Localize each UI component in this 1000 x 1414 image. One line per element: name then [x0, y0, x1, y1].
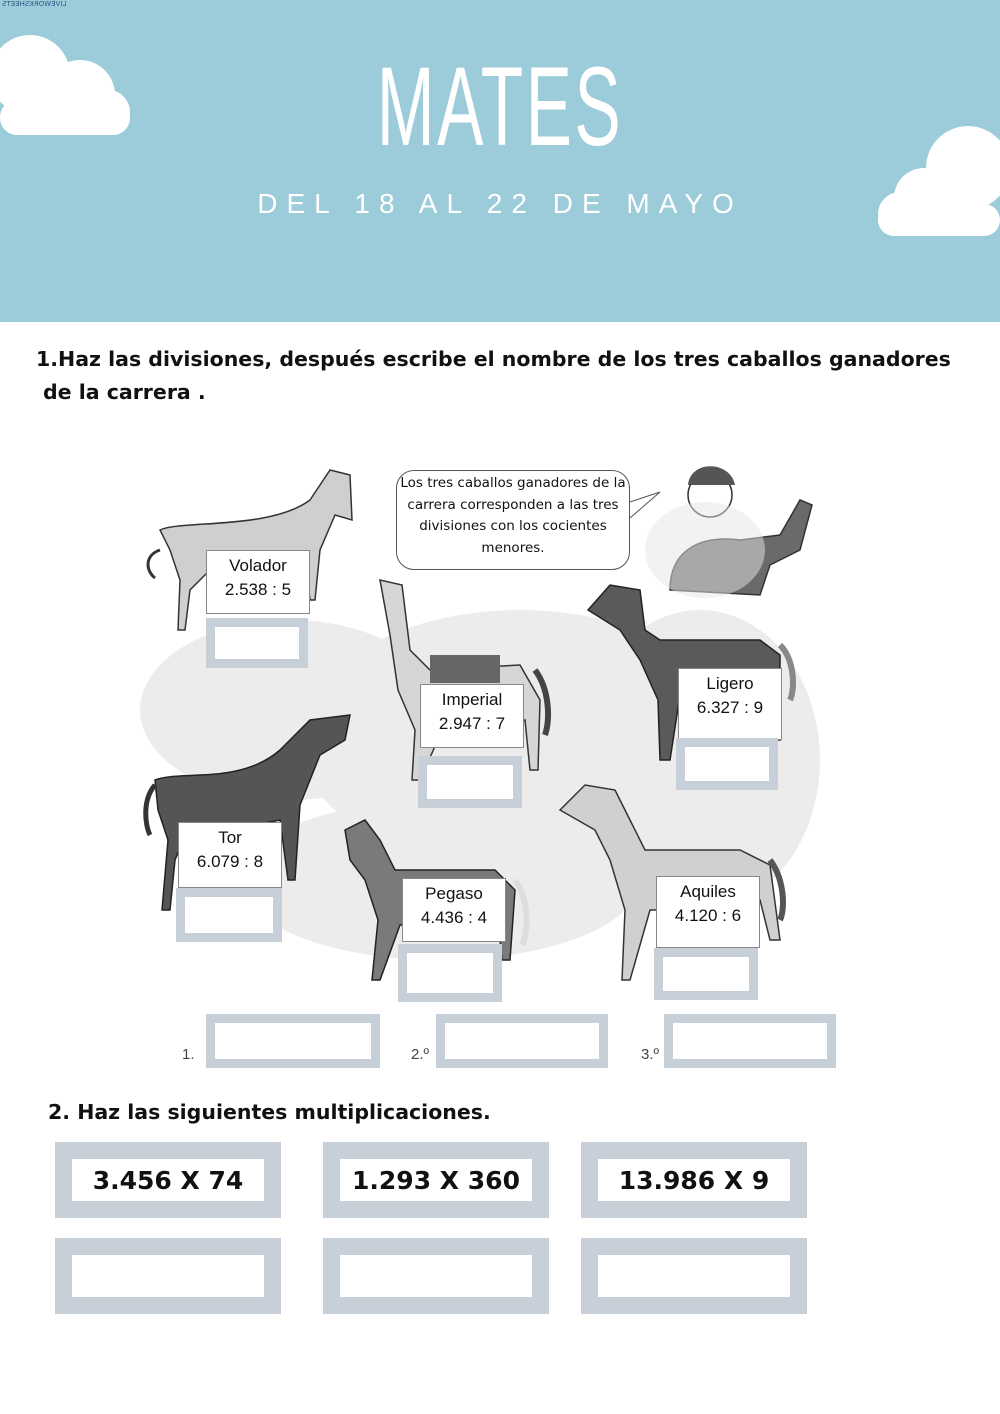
- horse-name: Imperial: [441, 690, 503, 709]
- horse-name: Pegaso: [425, 884, 483, 903]
- multiplication-3: 13.986 X 9: [581, 1142, 807, 1218]
- question-1-line2: de la carrera .: [43, 380, 206, 404]
- horse-name: Ligero: [706, 674, 754, 693]
- winner-answer-3[interactable]: [664, 1014, 836, 1068]
- horse-name: Aquiles: [680, 882, 736, 901]
- jockey-icon: [645, 466, 812, 598]
- horse-card-pegaso: [402, 878, 506, 942]
- horse-card-aquiles: [656, 876, 760, 948]
- page-title: MATES: [376, 44, 624, 169]
- cloud-right-icon: [876, 118, 1000, 240]
- page-subtitle: DEL 18 AL 22 DE MAYO: [257, 188, 743, 219]
- division-operation: 4.120 : 6: [674, 906, 742, 925]
- division-answer-aquiles[interactable]: [654, 948, 758, 1000]
- speech-bubble: Los tres caballos ganadores de la carrera corresponden a las tres divisiones con los cocientes menores.: [396, 470, 630, 570]
- horse-card-imperial: [420, 684, 524, 748]
- multiplication-answer-1[interactable]: [55, 1238, 281, 1314]
- multiplication-answer-2[interactable]: [323, 1238, 549, 1314]
- brand-logo: LIVEWORKSHEETS: [2, 0, 67, 8]
- division-operation: 6.079 : 8: [196, 852, 264, 871]
- cloud-left-icon: [0, 20, 140, 140]
- horse-name: Tor: [218, 828, 242, 847]
- winner-answer-2[interactable]: [436, 1014, 608, 1068]
- header-banner: [0, 0, 1000, 322]
- horse-card-ligero: [678, 668, 782, 740]
- multiplication-answer-3[interactable]: [581, 1238, 807, 1314]
- winner-answer-1[interactable]: [206, 1014, 380, 1068]
- question-1-line1: 1.Haz las divisiones, después escribe el nombre de los tres caballos ganadores: [36, 347, 951, 371]
- winner-rank-1: 1.: [182, 1046, 195, 1063]
- winner-rank-3: 3.º: [641, 1046, 659, 1063]
- multiplication-1: 3.456 X 74: [55, 1142, 281, 1218]
- division-operation: 2.538 : 5: [224, 580, 292, 599]
- winner-rank-2: 2.º: [411, 1046, 429, 1063]
- question-2: 2. Haz las siguientes multiplicaciones.: [48, 1100, 491, 1124]
- division-answer-tor[interactable]: [176, 888, 282, 942]
- division-operation: 4.436 : 4: [420, 908, 488, 927]
- division-answer-ligero[interactable]: [676, 738, 778, 790]
- division-operation: 6.327 : 9: [696, 698, 764, 717]
- horse-name: Volador: [229, 556, 287, 575]
- multiplication-2: 1.293 X 360: [323, 1142, 549, 1218]
- division-answer-pegaso[interactable]: [398, 944, 502, 1002]
- division-operation: 2.947 : 7: [438, 714, 506, 733]
- horse-card-tor: [178, 822, 282, 888]
- division-answer-volador[interactable]: [206, 618, 308, 668]
- division-answer-imperial[interactable]: [418, 756, 522, 808]
- horse-race-illustration: [140, 440, 840, 1000]
- horse-card-volador: [206, 550, 310, 614]
